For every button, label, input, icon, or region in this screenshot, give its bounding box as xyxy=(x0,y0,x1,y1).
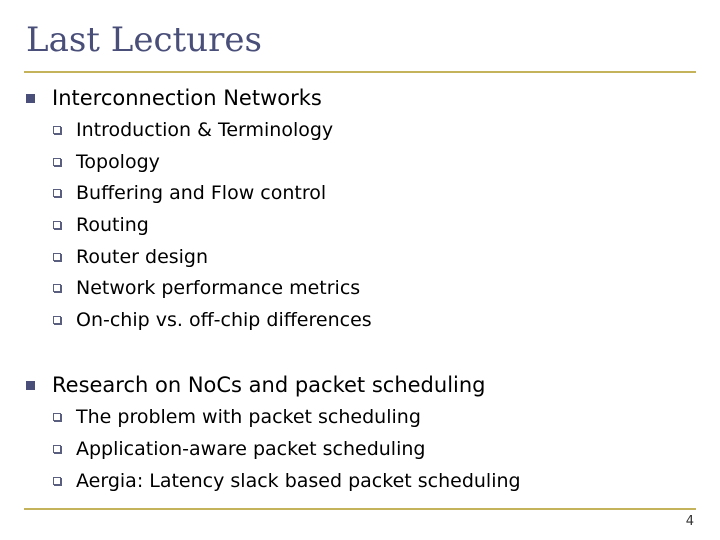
list-item-text: Router design xyxy=(76,246,209,268)
list-item-text: Buffering and Flow control xyxy=(76,182,327,204)
hollow-square-bullet-icon xyxy=(53,126,61,134)
footer-divider xyxy=(24,508,696,510)
hollow-square-bullet-icon xyxy=(53,189,61,197)
section-heading-text: Interconnection Networks xyxy=(52,86,322,110)
list-item-text: Routing xyxy=(76,214,149,236)
list-item-text: Topology xyxy=(76,151,160,173)
square-bullet-icon xyxy=(26,94,35,103)
section-heading-text: Research on NoCs and packet scheduling xyxy=(52,373,486,397)
hollow-square-bullet-icon xyxy=(53,253,61,261)
list-item xyxy=(53,435,425,463)
hollow-square-bullet-icon xyxy=(53,316,61,324)
hollow-square-bullet-icon xyxy=(53,477,61,485)
list-item-text: On-chip vs. off-chip differences xyxy=(76,309,372,331)
section-heading-interconnection xyxy=(26,83,322,113)
list-item-text: The problem with packet scheduling xyxy=(76,406,421,428)
list-item xyxy=(53,179,326,207)
hollow-square-bullet-icon xyxy=(53,413,61,421)
page-number: 4 xyxy=(685,514,694,529)
list-item xyxy=(53,467,521,495)
list-item-text: Introduction & Terminology xyxy=(76,119,334,141)
list-item xyxy=(53,211,149,239)
list-item xyxy=(53,116,333,144)
list-item xyxy=(53,274,360,302)
list-item xyxy=(53,148,160,176)
hollow-square-bullet-icon xyxy=(53,445,61,453)
list-item xyxy=(53,306,372,334)
slide-title: Last Lectures xyxy=(26,20,262,60)
list-item-text: Application-aware packet scheduling xyxy=(76,438,426,460)
hollow-square-bullet-icon xyxy=(53,158,61,166)
list-item xyxy=(53,243,208,271)
list-item xyxy=(53,403,421,431)
list-item-text: Network performance metrics xyxy=(76,277,361,299)
section-heading-research xyxy=(26,370,486,400)
hollow-square-bullet-icon xyxy=(53,221,61,229)
square-bullet-icon xyxy=(26,381,35,390)
hollow-square-bullet-icon xyxy=(53,284,61,292)
list-item-text: Aergia: Latency slack based packet scheduling xyxy=(76,470,521,492)
